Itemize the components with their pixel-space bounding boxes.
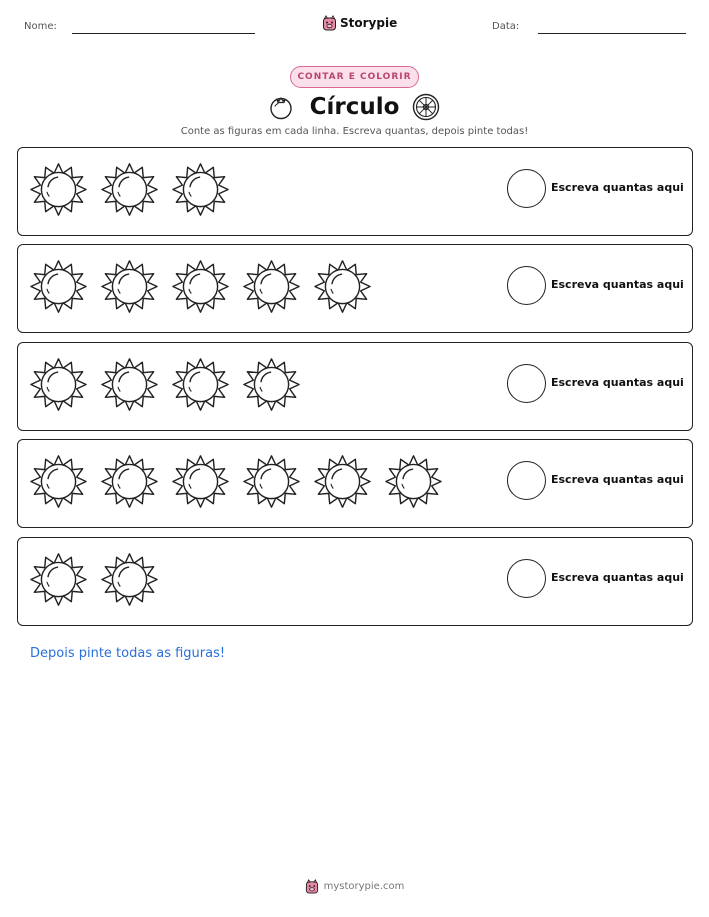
answer-label: Escreva quantas aqui bbox=[551, 181, 684, 194]
sun-icon[interactable] bbox=[172, 453, 229, 510]
pig-mascot-icon bbox=[322, 15, 337, 31]
answer-label: Escreva quantas aqui bbox=[551, 278, 684, 291]
sun-icon[interactable] bbox=[314, 453, 371, 510]
sun-icon[interactable] bbox=[101, 161, 158, 218]
sun-icon[interactable] bbox=[30, 453, 87, 510]
sun-icon[interactable] bbox=[101, 258, 158, 315]
sun-group bbox=[30, 453, 442, 509]
instructions-text: Conte as figuras em cada linha. Escreva quantas, depois pinte todas! bbox=[180, 126, 529, 137]
coloring-reminder: Depois pinte todas as figuras! bbox=[30, 646, 226, 661]
counting-row bbox=[17, 439, 693, 528]
answer-label: Escreva quantas aqui bbox=[551, 376, 684, 389]
sun-icon[interactable] bbox=[101, 356, 158, 413]
sun-icon[interactable] bbox=[385, 453, 442, 510]
brand-logo bbox=[322, 14, 397, 32]
sun-icon[interactable] bbox=[30, 356, 87, 413]
pig-mascot-icon bbox=[305, 879, 319, 894]
category-badge: CONTAR E COLORIR bbox=[290, 66, 419, 88]
page-title: Círculo bbox=[309, 94, 400, 120]
sun-group bbox=[30, 258, 371, 314]
sun-icon[interactable] bbox=[101, 551, 158, 608]
counting-row bbox=[17, 342, 693, 431]
sun-icon[interactable] bbox=[30, 161, 87, 218]
sun-icon[interactable] bbox=[172, 356, 229, 413]
sun-icon[interactable] bbox=[101, 453, 158, 510]
answer-circle[interactable] bbox=[507, 266, 546, 305]
title-row bbox=[0, 92, 709, 122]
sun-icon[interactable] bbox=[243, 258, 300, 315]
worksheet-header bbox=[0, 14, 709, 40]
answer-label: Escreva quantas aqui bbox=[551, 473, 684, 486]
page-footer bbox=[0, 879, 709, 894]
sun-icon[interactable] bbox=[172, 258, 229, 315]
sun-icon[interactable] bbox=[30, 258, 87, 315]
sun-group bbox=[30, 356, 300, 412]
answer-label: Escreva quantas aqui bbox=[551, 571, 684, 584]
name-label: Nome: bbox=[24, 21, 57, 32]
brand-name: Storypie bbox=[340, 16, 398, 30]
sun-icon[interactable] bbox=[30, 551, 87, 608]
counting-row bbox=[17, 147, 693, 236]
name-field[interactable] bbox=[72, 33, 255, 34]
answer-circle[interactable] bbox=[507, 461, 546, 500]
sun-group bbox=[30, 551, 158, 607]
site-url: mystorypie.com bbox=[323, 881, 405, 892]
wheel-icon bbox=[412, 93, 440, 121]
answer-circle[interactable] bbox=[507, 169, 546, 208]
sun-icon[interactable] bbox=[172, 161, 229, 218]
sun-icon[interactable] bbox=[243, 453, 300, 510]
counting-row bbox=[17, 244, 693, 333]
answer-circle[interactable] bbox=[507, 364, 546, 403]
sun-group bbox=[30, 161, 229, 217]
answer-circle[interactable] bbox=[507, 559, 546, 598]
date-field[interactable] bbox=[538, 33, 686, 34]
counting-row bbox=[17, 537, 693, 626]
date-label: Data: bbox=[492, 21, 520, 32]
sun-icon[interactable] bbox=[243, 356, 300, 413]
sun-icon[interactable] bbox=[314, 258, 371, 315]
